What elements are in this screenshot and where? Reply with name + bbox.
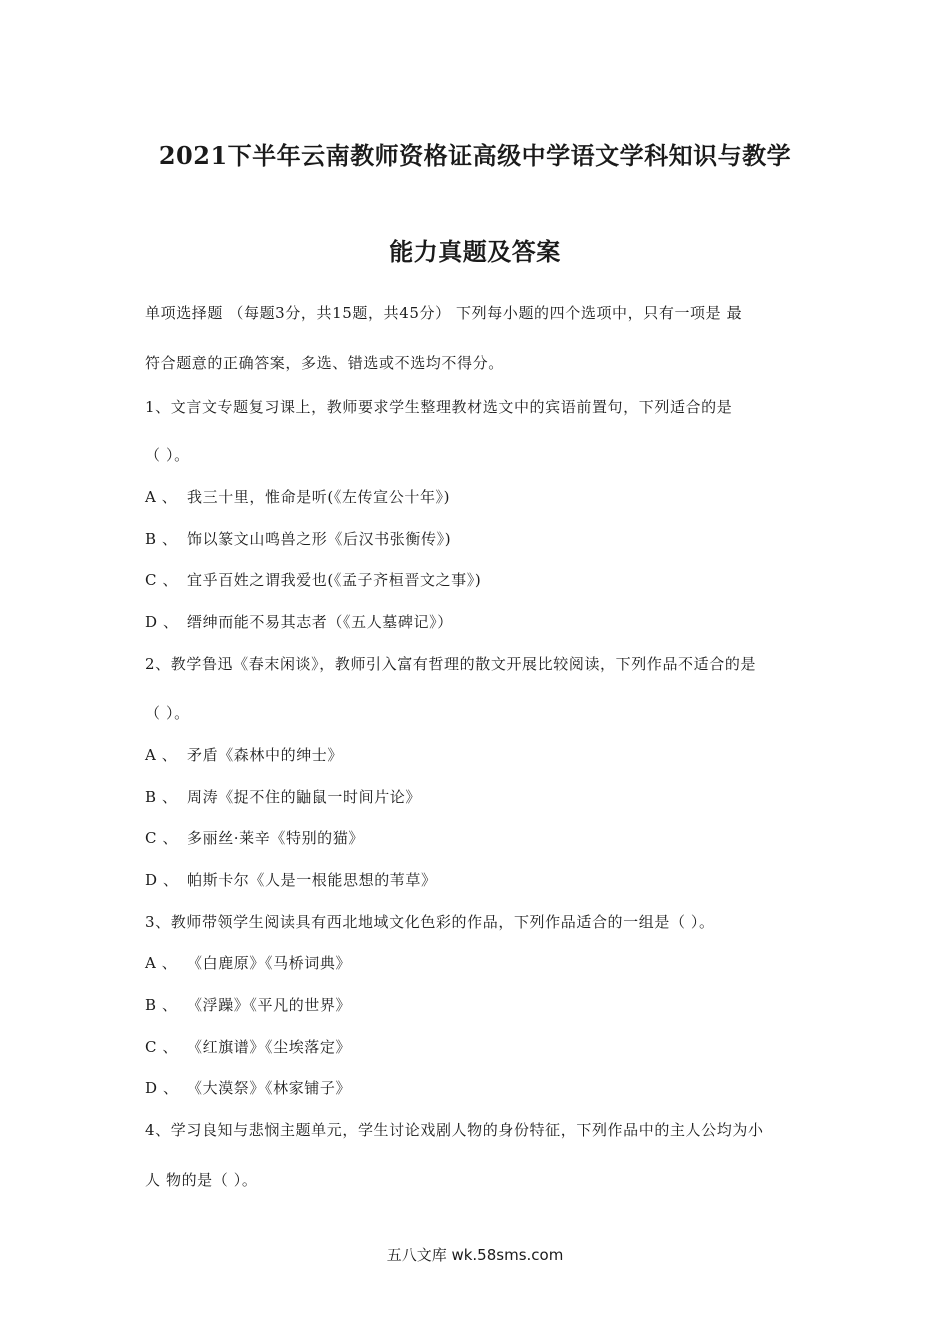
question-2-option-b (145, 786, 421, 807)
question-3-option-d (145, 1077, 351, 1098)
option-text: 《大漠祭》《林家铺子》 (187, 1079, 352, 1097)
option-text: 矛盾《森林中的绅士》 (187, 746, 344, 764)
option-text: 饰以篆文山鸣兽之形《后汉书张衡传》) (187, 530, 452, 548)
option-letter: A 、 (145, 954, 178, 972)
question-1-option-b (145, 528, 451, 549)
question-1-option-d (145, 611, 453, 632)
option-text: 周涛《捉不住的鼬鼠一时间片论》 (187, 788, 422, 806)
question-4-stem-continued: 人 物的是（ ）。 (145, 1171, 258, 1189)
option-letter: A 、 (145, 746, 178, 764)
option-letter: D 、 (145, 871, 179, 889)
question-1-stem: 1、文言文专题复习课上，教师要求学生整理教材选文中的宾语前置句，下列适合的是 (145, 398, 733, 416)
question-1-option-c (145, 569, 481, 590)
option-text: 多丽丝·莱辛《特别的猫》 (187, 829, 364, 847)
option-letter: A 、 (145, 488, 178, 506)
question-1-option-a (145, 486, 450, 507)
question-2-option-c (145, 827, 364, 848)
option-text: 《红旗谱》《尘埃落定》 (187, 1038, 352, 1056)
option-letter: C 、 (145, 1038, 179, 1056)
document-title-line-2: 能力真题及答案 (389, 237, 561, 266)
option-text: 我三十里，惟命是听(《左传宣公十年》) (187, 488, 451, 506)
option-letter: B 、 (145, 996, 178, 1014)
option-letter: C 、 (145, 829, 179, 847)
section-intro-line-2: 符合题意的正确答案，多选、错选或不选均不得分。 (145, 354, 504, 372)
question-2-option-d (145, 869, 437, 890)
option-text: 《白鹿原》《马桥词典》 (187, 954, 352, 972)
question-3-stem: 3、教师带领学生阅读具有西北地域文化色彩的作品，下列作品适合的一组是（ ）。 (145, 913, 715, 931)
option-letter: D 、 (145, 613, 179, 631)
question-1-blank: （ ）。 (145, 446, 190, 464)
option-letter: D 、 (145, 1079, 179, 1097)
option-letter: B 、 (145, 788, 178, 806)
question-3-option-c (145, 1036, 351, 1057)
option-text: 《浮躁》《平凡的世界》 (187, 996, 352, 1014)
question-2-option-a (145, 744, 343, 765)
question-3-option-b (145, 994, 351, 1015)
option-text: 宜乎百姓之谓我爱也(《孟子齐桓晋文之事》) (187, 571, 482, 589)
question-4-stem: 4、学习良知与悲悯主题单元，学生讨论戏剧人物的身份特征，下列作品中的主人公均为小 (145, 1121, 764, 1139)
question-2-blank: （ ）。 (145, 704, 190, 722)
option-text: 帕斯卡尔《人是一根能思想的苇草》 (187, 871, 437, 889)
option-letter: C 、 (145, 571, 179, 589)
document-title-line-1: 2021下半年云南教师资格证高级中学语文学科知识与教学 (158, 141, 792, 170)
question-2-stem: 2、教学鲁迅《春末闲谈》，教师引入富有哲理的散文开展比较阅读，下列作品不适合的是 (145, 655, 757, 673)
section-intro-line-1: 单项选择题 （每题3分，共15题，共45分） 下列每小题的四个选项中，只有一项是 最 (145, 304, 743, 322)
question-3-option-a (145, 952, 351, 973)
page-footer-watermark: 五八文库 wk.58sms.com (386, 1246, 564, 1264)
option-letter: B 、 (145, 530, 178, 548)
option-text: 缙绅而能不易其志者（《五人墓碑记》） (187, 613, 453, 631)
